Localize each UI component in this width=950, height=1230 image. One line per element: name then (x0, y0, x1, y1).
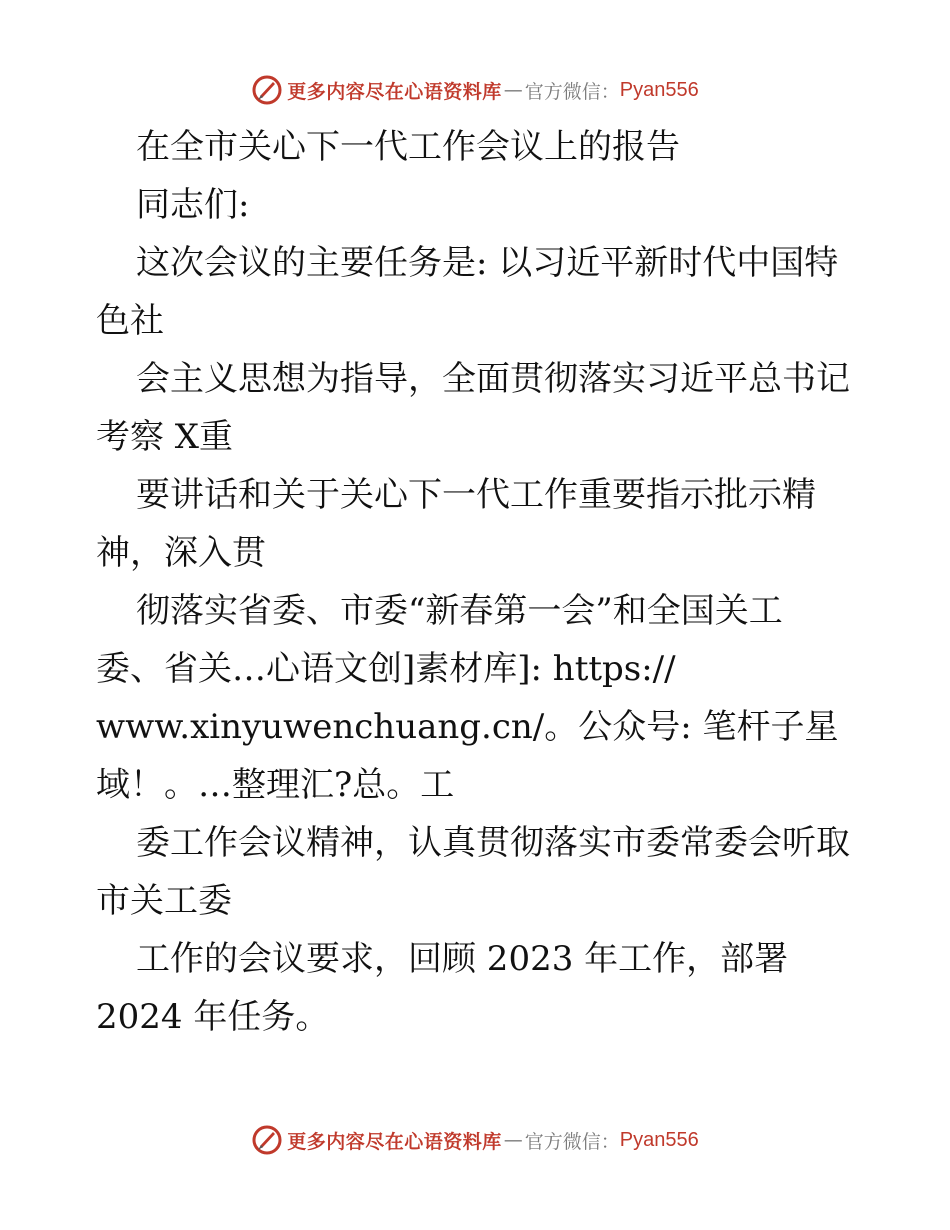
banner-wechat-id: Pyan556 (619, 78, 699, 101)
paragraph-line: 委工作会议精神，认真贯彻落实市委常委会听取 (136, 823, 850, 863)
document-title: 在全市关心下一代工作会议上的报告 (136, 127, 680, 167)
footer-banner (0, 1120, 950, 1160)
banner-text: 更多内容尽在心语资料库 (287, 1130, 502, 1153)
paragraph-line: 委、省关…心语文创]素材库]: https:// (96, 649, 676, 689)
quill-logo-icon (251, 74, 283, 106)
paragraph-line: 考察 X重 (96, 417, 234, 457)
paragraph-line: 这次会议的主要任务是: 以习近平新时代中国特 (136, 243, 839, 283)
salutation: 同志们: (136, 185, 250, 225)
banner-wechat-label: 官方微信： (524, 80, 620, 103)
banner-wechat-id: Pyan556 (619, 1128, 699, 1151)
quill-logo-icon (251, 1124, 283, 1156)
paragraph-line: 工作的会议要求，回顾 2023 年工作，部署 (136, 939, 789, 979)
paragraph-line: 市关工委 (96, 881, 232, 921)
paragraph-line: 会主义思想为指导，全面贯彻落实习近平总书记 (136, 359, 850, 399)
banner-wechat-label: 官方微信： (524, 1130, 620, 1153)
paragraph-line: 域！。…整理汇?总。工 (96, 765, 455, 805)
document-body (96, 118, 876, 1046)
paragraph-line: 色社 (96, 301, 164, 341)
header-banner (0, 70, 950, 110)
banner-dash: — (503, 1129, 523, 1151)
paragraph-line: 2024 年任务。 (96, 997, 330, 1037)
banner-text: 更多内容尽在心语资料库 (287, 80, 502, 103)
paragraph-line: 彻落实省委、市委“新春第一会”和全国关工 (136, 591, 783, 631)
paragraph-line: www.xinyuwenchuang.cn/。公众号: 笔杆子星 (96, 707, 839, 747)
paragraph-line: 神，深入贯 (96, 533, 266, 573)
paragraph-line: 要讲话和关于关心下一代工作重要指示批示精 (136, 475, 816, 515)
banner-dash: — (503, 79, 523, 101)
